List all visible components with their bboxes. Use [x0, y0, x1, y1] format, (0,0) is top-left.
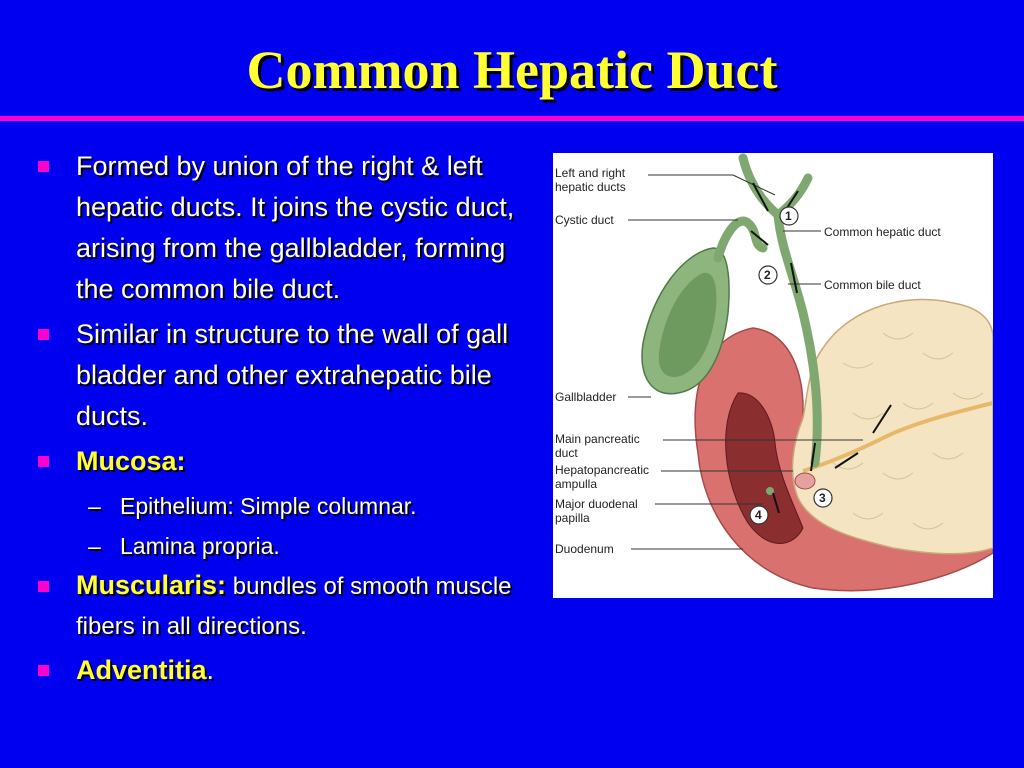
label-left-right-hepatic: Left and right — [555, 166, 626, 180]
anatomy-diagram — [553, 153, 993, 598]
dash-marker: – — [88, 533, 101, 559]
bullet-list — [36, 146, 536, 695]
label-duodenum: Duodenum — [555, 542, 614, 556]
sub-bullet-text: Epithelium: Simple columnar. — [120, 493, 417, 519]
label-common-hepatic-duct: Common hepatic duct — [824, 225, 941, 239]
bullet-item — [36, 441, 536, 482]
label-major-duodenal-papilla-line2: papilla — [555, 511, 590, 525]
marker-number: 1 — [785, 209, 792, 223]
square-bullet-icon — [38, 329, 49, 340]
bullet-item — [36, 566, 536, 646]
square-bullet-icon — [38, 456, 49, 467]
bullet-item — [36, 314, 536, 437]
cystic-duct — [718, 221, 763, 258]
bullet-item — [36, 146, 536, 310]
square-bullet-icon — [38, 581, 49, 592]
slide-title: Common Hepatic Duct — [246, 40, 778, 100]
sub-bullet-item — [76, 526, 536, 566]
square-bullet-icon — [38, 161, 49, 172]
bullet-text: Similar in structure to the wall of gall bladder and other extrahepatic bile ducts. — [76, 319, 509, 431]
sub-bullet-item — [76, 486, 536, 526]
bullet-text: bundles of smooth muscle fibers in all directions. — [76, 573, 512, 640]
label-common-bile-duct: Common bile duct — [824, 278, 921, 292]
label-left-right-hepatic-line2: hepatic ducts — [555, 180, 626, 194]
pancreas-shape — [793, 299, 993, 553]
marker-number: 3 — [819, 491, 826, 505]
sub-bullet-text: Lamina propria. — [120, 533, 280, 559]
square-bullet-icon — [38, 665, 49, 676]
bullet-heading: Adventitia — [76, 655, 207, 685]
bullet-text: . — [206, 655, 215, 685]
bullet-item — [36, 650, 536, 691]
biliary-anatomy-illustration — [553, 153, 993, 598]
label-main-pancreatic-duct-line2: duct — [555, 446, 578, 460]
label-major-duodenal-papilla: Major duodenal — [555, 497, 638, 511]
left-right-hepatic-ducts — [743, 158, 808, 215]
bullet-heading: Mucosa: — [76, 446, 186, 476]
dash-marker: – — [88, 493, 101, 519]
marker-number: 2 — [764, 268, 771, 282]
label-hepatopancreatic-ampulla: Hepatopancreatic — [555, 463, 650, 477]
bullet-heading: Muscularis: — [76, 570, 227, 600]
title-divider — [0, 116, 1024, 121]
label-gallbladder: Gallbladder — [555, 390, 617, 404]
label-main-pancreatic-duct: Main pancreatic — [555, 432, 640, 446]
label-cystic-duct: Cystic duct — [555, 213, 614, 227]
ampulla-shape — [795, 473, 815, 489]
bullet-text: Formed by union of the right & left hepatic ducts. It joins the cystic duct, arising from the gallbladder, forming the common bile duct. — [76, 151, 515, 304]
marker-number: 4 — [755, 508, 762, 522]
label-hepatopancreatic-ampulla-line2: ampulla — [555, 477, 598, 491]
